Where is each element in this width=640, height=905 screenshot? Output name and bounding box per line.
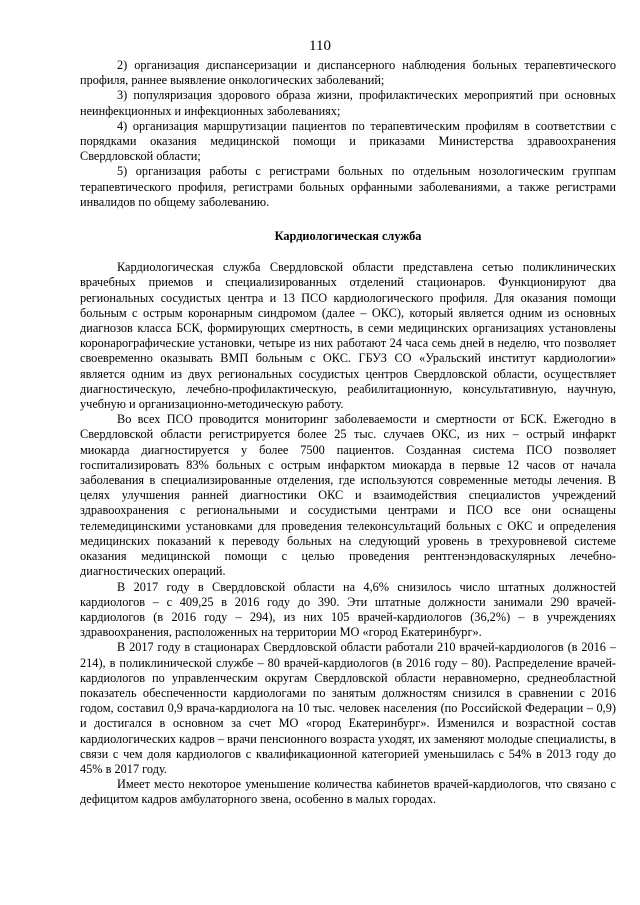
paragraph: Во всех ПСО проводится мониторинг заболеваемости и смертности от БСК. Ежегодно в Свердловской области регистрируется более 25 тыс. случаев ОКС, из них – острый инфаркт миокарда диагностируется у более 7500 пациентов. Созданная система ПСО позволяет госпитализировать 83% больных с острым инфарктом миокарда в первые 12 часов от начала заболевания в специализированные отделения, где используются современные методы лечения. В целях улучшения ранней диагностики ОКС и взаимодействия специалистов учреждений здравоохранения с региональными и сосудистыми центрами и ПСО все они оснащены телемедицинскими установками для проведения телеконсультаций больных с ОКС и определения медицинских показаний к переводу больных на следующий уровень в трехуровневой системе оказания медицинской помощи с целью проведения рентгенэндоваскулярных лечебно-диагностических операций. (80, 412, 616, 579)
list-item: 2) организация диспансеризации и диспансерного наблюдения больных терапевтического профиля, раннее выявление онкологических заболеваний; (80, 58, 616, 88)
list-item: 5) организация работы с регистрами больных по отдельным нозологическим группам терапевтического профиля, регистрами больных орфанными заболеваниями, а также регистрами инвалидов по общему заболеванию. (80, 164, 616, 209)
paragraph: В 2017 году в стационарах Свердловской области работали 210 врачей-кардиологов (в 2016 – 214), в поликлинической службе – 80 врачей-кардиологов (в 2016 году – 80). Распределение врачей-кардиологов по управленческим округам Свердловской области неравномерно, среднеобластной показатель обеспеченности кардиологами по занятым должностям снизился в сравнении с 2016 годом, составил 0,9 врача-кардиолога на 10 тыс. человек населения (по Российской Федерации – 0,9) и достигался в основном за счет МО «город Екатеринбург». Изменился и возрастной состав кардиологических кадров – врачи пенсионного возраста уходят, их заменяют молодые специалисты, в связи с чем доля кардиологов с квалификационной категорией уменьшилась с 54% в 2013 году до 45% в 2017 году. (80, 640, 616, 776)
page-number: 110 (309, 38, 331, 54)
paragraph: В 2017 году в Свердловской области на 4,6% снизилось число штатных должностей кардиологов – с 409,25 в 2016 году до 390. Эти штатные должности занимали 290 врачей-кардиологов (в 2016 году – 294), из них 105 врачей-кардиологов (36,2%) – в учреждениях здравоохранения, расположенных на территории МО «город Екатеринбург». (80, 579, 616, 640)
list-item: 3) популяризация здорового образа жизни, профилактических мероприятий при основных неинфекционных и инфекционных заболеваниях; (80, 88, 616, 118)
list-item: 4) организация маршрутизации пациентов по терапевтическим профилям в соответствии с порядками оказания медицинской помощи и приказами Министерства здравоохранения Свердловской области; (80, 118, 616, 164)
paragraph: Кардиологическая служба Свердловской области представлена сетью поликлинических врачебных приемов и специализированных отделений стационаров. Функционируют два региональных сосудистых центра и 13 ПСО кардиологического профиля. Для оказания помощи больным с острым коронарным синдромом (далее – ОКС), который является одним из основных диагнозов класса БСК, формирующих смертность, в семи медицинских организациях установлены коронарографические установки, четыре из них работают 24 часа семь дней в неделю, что позволяет своевременно оказывать ВМП больным с ОКС. ГБУЗ СО «Уральский институт кардиологии» является одним из двух региональных сосудистых центров Свердловской области, осуществляет диагностическую, лечебно-профилактическую, реабилитационную, консультативную, научную, учебную и организационно-методическую работу. (80, 260, 616, 412)
paragraph: Имеет место некоторое уменьшение количества кабинетов врачей-кардиологов, что связано с дефицитом кадров амбулаторного звена, особенно в малых городах. (80, 777, 616, 807)
page-content (80, 58, 616, 808)
section-title: Кардиологическая служба (274, 229, 422, 244)
